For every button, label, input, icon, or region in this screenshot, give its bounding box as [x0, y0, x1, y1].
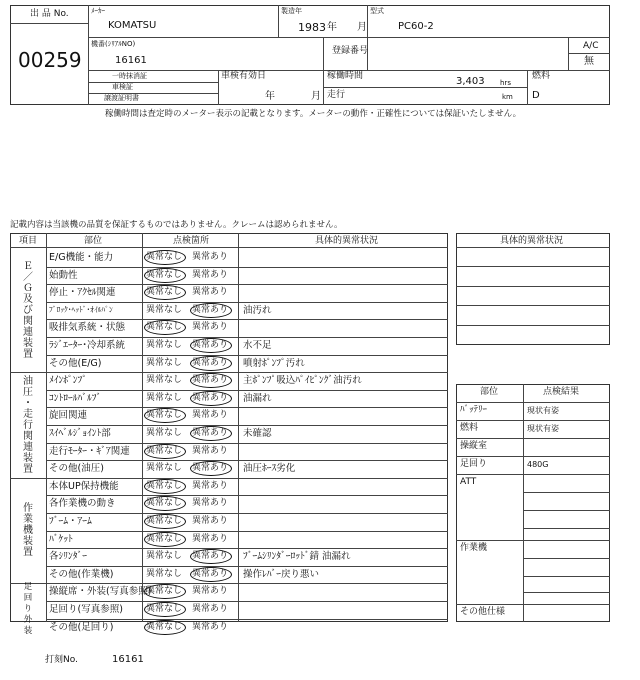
normal-option[interactable]: 異常なし — [146, 568, 183, 579]
group-label-char: 足 — [23, 582, 33, 593]
row-divider — [10, 478, 448, 479]
normal-option[interactable]: 異常なし — [146, 463, 183, 474]
abnormal-option[interactable]: 異常あり — [192, 604, 229, 614]
row-part: ﾒｲﾝﾎﾟﾝﾌﾟ — [49, 375, 88, 387]
abnormal-option[interactable]: 異常あり — [192, 533, 229, 544]
group-label-char: 業 — [23, 514, 33, 526]
row-divider — [46, 284, 448, 285]
results-result-header: 点検結果 — [543, 387, 580, 397]
normal-option[interactable]: 異常なし — [146, 621, 183, 632]
row-detail: 噴射ﾎﾟﾝﾌﾟ汚れ — [243, 357, 305, 369]
result-part: ﾊﾞｯﾃﾘｰ — [460, 405, 488, 415]
abnormal-option[interactable]: 異常あり — [192, 445, 229, 456]
year-unit: 年 — [327, 22, 337, 33]
group-label-char: 外 — [23, 615, 33, 626]
row-part: 始動性 — [49, 269, 78, 281]
group-label-char: 機 — [23, 525, 33, 537]
abnormal-option[interactable]: 異常あり — [192, 340, 229, 350]
group-label-char: 圧 — [23, 386, 33, 398]
normal-circle — [144, 250, 186, 265]
row-detail: 油汚れ — [243, 304, 272, 316]
abnormal-option[interactable]: 異常あり — [192, 392, 229, 403]
normal-option[interactable]: 異常なし — [146, 269, 183, 280]
row-detail: 未確認 — [243, 428, 272, 439]
row-part: 旋回関連 — [49, 410, 88, 422]
detail-line — [456, 286, 610, 287]
group-label-char: 関 — [23, 316, 33, 328]
group-label-char: 置 — [23, 463, 33, 475]
group-label-char: り — [23, 604, 33, 615]
detail-line — [456, 325, 610, 326]
normal-option[interactable]: 異常なし — [146, 533, 183, 544]
hours-value: 3,403 — [456, 76, 485, 87]
result-value: 480G — [527, 460, 549, 469]
maker-label: ﾒｰｶｰ — [91, 7, 105, 15]
row-part: 停止・ｱｸｾﾙ関連 — [49, 287, 116, 299]
temp-permit-label: 一時抹消証 — [112, 72, 147, 80]
normal-option[interactable]: 異常なし — [146, 410, 183, 421]
result-part: 足回り — [460, 459, 488, 469]
row-part: ｽｲﾍﾞﾙｼﾞｮｲﾝﾄ部 — [49, 428, 111, 439]
year-label: 製造年 — [281, 7, 302, 15]
month-unit: 月 — [357, 22, 367, 33]
normal-option[interactable]: 異常なし — [146, 586, 183, 597]
result-sub-line — [523, 558, 610, 559]
row-part: その他(油圧) — [49, 463, 104, 475]
normal-option[interactable]: 異常なし — [146, 498, 183, 509]
row-part: その他(作業機) — [49, 568, 114, 580]
group-label-char: 装 — [23, 536, 33, 548]
stamp-label: 打刻No. — [45, 655, 78, 665]
group-label-char: 装 — [23, 626, 33, 637]
ac-value: 無 — [584, 56, 594, 67]
normal-option[interactable]: 異常なし — [146, 322, 183, 333]
quality-note: 記載内容は当該機の品質を保証するものではありません。クレームは認められません。 — [10, 220, 343, 230]
abnormal-circle — [190, 338, 232, 353]
result-part: その他仕様 — [460, 607, 506, 617]
row-divider — [46, 390, 448, 391]
abnormal-circle — [190, 303, 232, 318]
results-part-header: 部位 — [480, 387, 499, 397]
group-label-char: 連 — [23, 327, 33, 339]
row-divider — [46, 425, 448, 426]
lot-number: 00259 — [18, 48, 82, 72]
row-detail: 操作ﾚﾊﾞｰ戻り悪い — [243, 568, 320, 580]
row-part: 本体UP保持機能 — [49, 480, 119, 492]
group-label-char: び — [23, 305, 33, 317]
group-label-char: 連 — [23, 441, 33, 453]
result-sub-line — [523, 528, 610, 529]
group-label-char: 行 — [23, 419, 33, 431]
detail-header: 具体的異常状況 — [500, 236, 564, 246]
registration-label: 登録番号 — [332, 46, 369, 56]
row-part: ｺﾝﾄﾛｰﾙﾊﾞﾙﾌﾞ — [49, 392, 102, 404]
normal-option[interactable]: 異常なし — [146, 252, 183, 262]
normal-option[interactable]: 異常なし — [146, 445, 183, 456]
abnormal-option[interactable]: 異常あり — [192, 357, 229, 368]
normal-circle — [144, 479, 186, 494]
row-divider — [46, 407, 448, 408]
vehicle-cert-label: 車検証 — [112, 83, 133, 91]
group-label-char: Ｇ — [23, 283, 33, 295]
row-divider — [46, 495, 448, 496]
abnormal-option[interactable]: 異常あり — [192, 428, 229, 438]
normal-circle — [144, 620, 186, 635]
group-label-char: 作 — [23, 503, 33, 515]
abnormal-option[interactable]: 異常あり — [192, 410, 229, 421]
abnormal-option[interactable]: 異常あり — [192, 269, 229, 280]
header-block — [10, 5, 610, 105]
normal-option[interactable]: 異常なし — [146, 551, 183, 562]
normal-option[interactable]: 異常なし — [146, 304, 183, 315]
abnormal-circle — [190, 567, 232, 582]
stamp-value: 16161 — [112, 654, 144, 665]
transfer-cert-label: 譲渡証明書 — [104, 94, 139, 102]
row-detail: 油圧ﾎｰｽ劣化 — [243, 463, 296, 475]
detail-line — [456, 266, 610, 267]
row-part: その他(E/G) — [49, 357, 102, 369]
abnormal-option[interactable]: 異常あり — [192, 498, 229, 509]
normal-circle — [144, 444, 186, 459]
abnormal-option[interactable]: 異常あり — [192, 287, 229, 298]
result-sub-line — [523, 576, 610, 577]
fuel-value: D — [532, 90, 540, 101]
row-part: その他(足回り) — [49, 621, 114, 633]
row-detail: 主ﾎﾟﾝﾌﾟ吸込ﾊﾟｲﾋﾟﾝｸﾞ油汚れ — [243, 375, 362, 387]
result-divider — [456, 402, 610, 403]
result-value: 現状有姿 — [527, 424, 559, 433]
lot-label: 出 品 No. — [30, 9, 69, 19]
group-label-char: 及 — [23, 294, 33, 306]
abnormal-option[interactable]: 異常あり — [192, 586, 229, 597]
result-divider — [456, 474, 610, 475]
inspection-year-unit: 年 — [265, 91, 275, 102]
row-part: ﾗｼﾞｴｰﾀｰ･冷却系統 — [49, 340, 126, 351]
normal-option[interactable]: 異常なし — [146, 428, 183, 438]
normal-circle — [144, 268, 186, 283]
abnormal-option[interactable]: 異常あり — [192, 480, 229, 491]
distance-label: 走行 — [327, 90, 346, 100]
abnormal-option[interactable]: 異常あり — [192, 516, 229, 526]
abnormal-option[interactable]: 異常あり — [192, 551, 229, 562]
group-label-char: 回 — [23, 593, 33, 604]
header-item: 項目 — [19, 236, 38, 246]
normal-option[interactable]: 異常なし — [146, 604, 183, 614]
inspection-month-unit: 月 — [311, 91, 321, 102]
result-value: 現状有姿 — [527, 406, 559, 415]
row-divider — [46, 337, 448, 338]
hours-unit: hrs — [500, 79, 511, 87]
inspection-date-label: 車検有効日 — [221, 71, 267, 81]
header-check: 点検箇所 — [173, 236, 210, 246]
model-label: 型式 — [370, 7, 384, 15]
row-divider — [46, 460, 448, 461]
row-divider — [46, 267, 448, 268]
abnormal-option[interactable]: 異常あり — [192, 304, 229, 315]
normal-option[interactable]: 異常なし — [146, 375, 183, 386]
group-label-char: 置 — [23, 547, 33, 559]
hours-note: 稼働時間は査定時のメーター表示の記載となります。メーターの動作・正確性については保証いたしません。 — [105, 109, 522, 119]
row-divider — [46, 548, 448, 549]
row-divider — [46, 302, 448, 303]
group-label-char: 装 — [23, 338, 33, 350]
row-part: 各作業機の動き — [49, 498, 116, 510]
result-divider — [456, 438, 610, 439]
group-label-char: ・ — [23, 397, 33, 409]
row-part: E/G機能・能力 — [49, 252, 114, 263]
abnormal-option[interactable]: 異常あり — [192, 375, 229, 386]
maker-value: KOMATSU — [108, 20, 157, 31]
normal-option[interactable]: 異常なし — [146, 516, 183, 526]
normal-option[interactable]: 異常なし — [146, 392, 183, 403]
normal-option[interactable]: 異常なし — [146, 480, 183, 491]
detail-line — [456, 305, 610, 306]
group-label-char: 置 — [23, 349, 33, 361]
abnormal-option[interactable]: 異常あり — [192, 463, 229, 474]
row-divider — [46, 619, 448, 620]
detail-box — [456, 233, 610, 345]
header-part: 部位 — [84, 236, 103, 246]
result-sub-line — [523, 492, 610, 493]
row-divider — [46, 319, 448, 320]
row-detail: 油漏れ — [243, 392, 272, 404]
row-divider — [46, 601, 448, 602]
group-label-char: 装 — [23, 452, 33, 464]
result-divider — [456, 456, 610, 457]
model-value: PC60-2 — [398, 21, 434, 32]
row-part: 吸排気系統・状態 — [49, 322, 126, 334]
row-divider — [46, 355, 448, 356]
row-part: 操縦席・外装(写真参照) — [49, 586, 152, 598]
hours-label: 稼働時間 — [327, 71, 364, 81]
detail-line — [456, 247, 610, 248]
result-part: 作業機 — [460, 543, 488, 553]
abnormal-option[interactable]: 異常あり — [192, 322, 229, 333]
normal-circle — [144, 602, 186, 617]
result-divider — [456, 540, 610, 541]
row-divider — [46, 531, 448, 532]
result-divider — [456, 420, 610, 421]
group-label-char: ／ — [23, 272, 33, 284]
normal-circle — [144, 532, 186, 547]
abnormal-option[interactable]: 異常あり — [192, 568, 229, 579]
row-divider — [46, 566, 448, 567]
abnormal-option[interactable]: 異常あり — [192, 621, 229, 632]
row-part: 各ｼﾘﾝﾀﾞｰ — [49, 551, 88, 563]
group-label-char: 油 — [23, 375, 33, 387]
row-divider — [10, 372, 448, 373]
serial-value: 16161 — [115, 55, 147, 66]
abnormal-circle — [190, 356, 232, 371]
abnormal-circle — [190, 426, 232, 441]
result-part: 操縦室 — [460, 441, 488, 451]
abnormal-option[interactable]: 異常あり — [192, 252, 229, 262]
row-detail: 水不足 — [243, 340, 272, 351]
row-divider — [46, 513, 448, 514]
group-label-char: 走 — [23, 408, 33, 420]
year-value: 1983 — [298, 21, 326, 34]
row-divider — [10, 583, 448, 584]
row-part: ﾌﾞｰﾑ・ｱｰﾑ — [49, 516, 92, 527]
result-part: 燃料 — [460, 423, 479, 433]
normal-option[interactable]: 異常なし — [146, 287, 183, 298]
group-label-char: 関 — [23, 430, 33, 442]
row-part: 走行ﾓｰﾀｰ・ｷﾞｱ関連 — [49, 445, 130, 457]
result-sub-line — [523, 592, 610, 593]
normal-option[interactable]: 異常なし — [146, 340, 183, 350]
result-sub-line — [523, 510, 610, 511]
header-detail: 具体的異常状況 — [315, 236, 379, 246]
row-part: ﾊﾞｹｯﾄ — [49, 533, 73, 545]
normal-option[interactable]: 異常なし — [146, 357, 183, 368]
row-part: 足回り(写真参照) — [49, 604, 123, 615]
result-divider — [456, 604, 610, 605]
km-unit: km — [502, 93, 513, 101]
result-part: ATT — [460, 477, 477, 487]
normal-circle — [144, 514, 186, 529]
fuel-label: 燃料 — [532, 71, 551, 81]
row-detail: ﾌﾞｰﾑｼﾘﾝﾀﾞｰﾛｯﾄﾞ錆 油漏れ — [243, 551, 351, 563]
group-label-char: Ｅ — [23, 261, 33, 273]
row-divider — [46, 443, 448, 444]
row-part: ﾌﾞﾛｯｸ･ﾍｯﾄﾞ･ｵｲﾙﾊﾟﾝ — [49, 304, 113, 314]
ac-label: A/C — [583, 41, 599, 51]
abnormal-circle — [190, 391, 232, 406]
serial-label: 機番(ｼﾘｱﾙNO) — [91, 40, 136, 48]
